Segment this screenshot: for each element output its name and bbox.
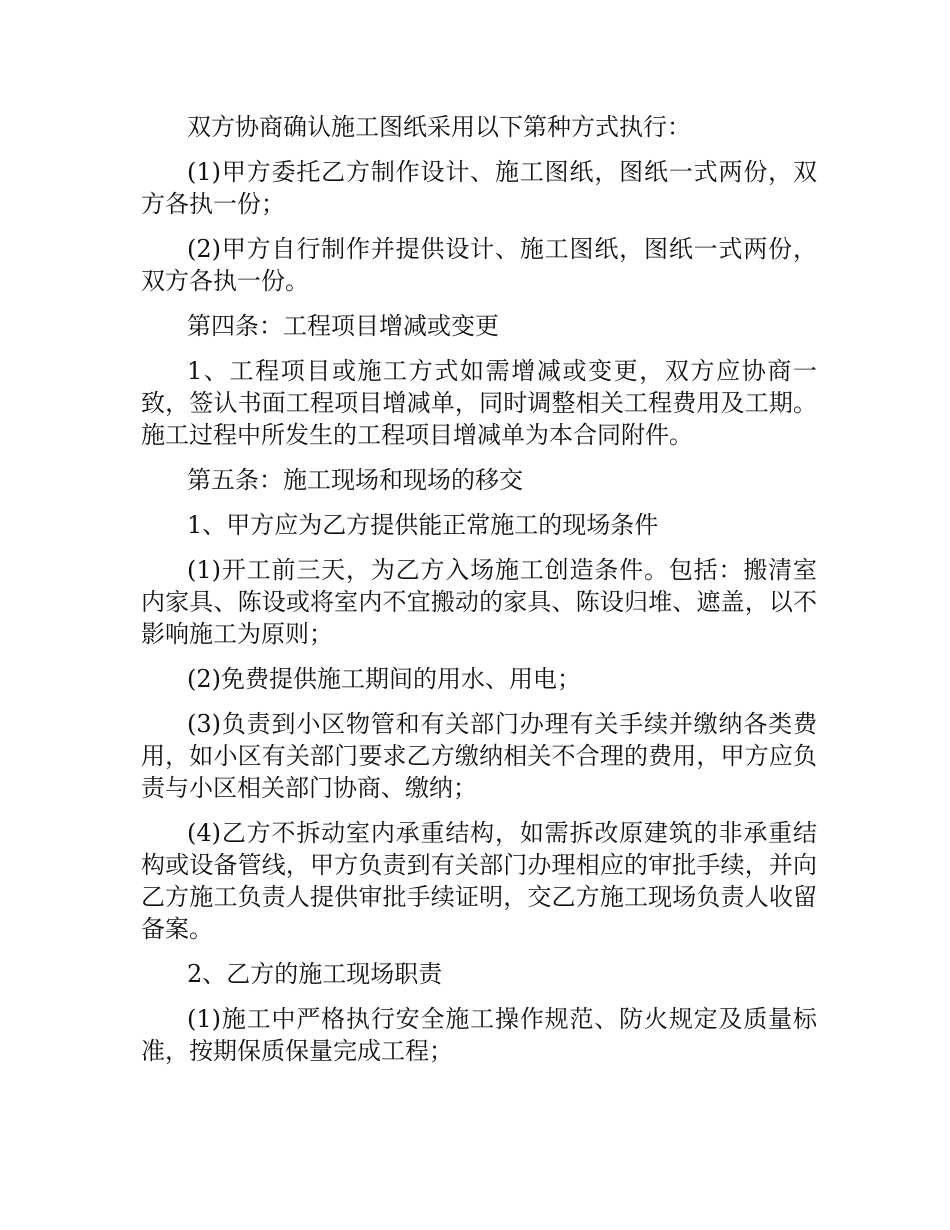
paragraph-article-5-sub-3: (3)负责到小区物管和有关部门办理有关手续并缴纳各类费用，如小区有关部门要求乙方缴纳相关不合理的费用，甲方应负责与小区相关部门协商、缴纳； [141,710,817,802]
paragraph-article-5-sub-2: (2)免费提供施工期间的用水、用电； [187,665,581,693]
section-heading-article-4: 第四条：工程项目增减或变更 [187,312,499,340]
paragraph-option-1: (1)甲方委托乙方制作设计、施工图纸，图纸一式两份，双方各执一份； [141,158,817,218]
paragraph-option-2: (2)甲方自行制作并提供设计、施工图纸，图纸一式两份，双方各执一份。 [141,235,817,295]
document-body [141,111,817,1080]
paragraph-article-5-item-2: 2、乙方的施工现场职责 [187,960,443,988]
paragraph-drawing-method: 双方协商确认施工图纸采用以下第种方式执行： [187,113,691,141]
paragraph-article-4-item-1: 1、工程项目或施工方式如需增减或变更，双方应协商一致，签认书面工程项目增减单，同时调整相关工程费用及工期。施工过程中所发生的工程项目增减单为本合同附件。 [141,357,817,449]
paragraph-article-5-item-2-sub-1: (1)施工中严格执行安全施工操作规范、防火规定及质量标准，按期保质保量完成工程； [141,1005,817,1065]
paragraph-article-5-sub-4: (4)乙方不拆动室内承重结构，如需拆改原建筑的非承重结构或设备管线，甲方负责到有关部门办理相应的审批手续，并向乙方施工负责人提供审批手续证明，交乙方施工现场负责人收留备案。 [141,819,817,943]
paragraph-article-5-sub-1: (1)开工前三天，为乙方入场施工创造条件。包括：搬清室内家具、陈设或将室内不宜搬动的家具、陈设归堆、遮盖，以不影响施工为原则； [141,556,817,648]
section-heading-article-5: 第五条：施工现场和现场的移交 [187,466,523,494]
paragraph-article-5-item-1: 1、甲方应为乙方提供能正常施工的现场条件 [187,511,659,539]
